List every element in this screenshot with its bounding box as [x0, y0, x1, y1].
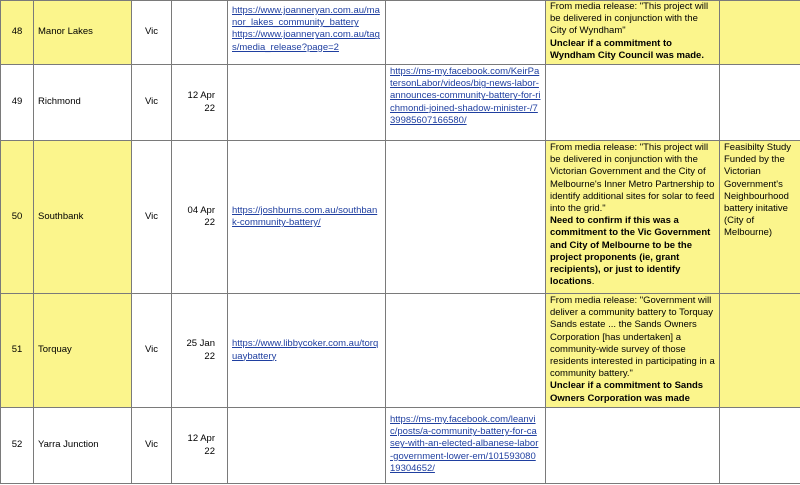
note-cell: [546, 141, 720, 294]
date: 12 Apr 22: [172, 65, 228, 141]
date: [172, 1, 228, 65]
state: Vic: [132, 65, 172, 141]
facebook-video-link[interactable]: https://ms-my.facebook.com/KeirPatersonLabor/videos/big-news-labor-announces-community-battery-for-richmondi-joined-shadow-minister-/739985607166580/: [390, 66, 541, 126]
location-name: Yarra Junction: [34, 408, 132, 484]
note-text: From media release: "This project will be delivered in conjunction with the Victorian Government and the City of Melbourne's Inner Metro Partnership to identify additional sites for solar to feed into the grid.": [550, 142, 715, 215]
note-text: From media release: "This project will be delivered in conjunction with the City of Wyndham": [550, 1, 709, 37]
note-tail: .: [591, 276, 595, 288]
funding-cell: [720, 408, 800, 484]
note-cell: [546, 408, 720, 484]
table-row: [1, 141, 800, 294]
table-row: [1, 65, 800, 141]
note-cell: [546, 65, 720, 141]
funding-cell: [720, 1, 800, 65]
note-bold-text: Unclear if a commitment to Wyndham City Council was made.: [550, 37, 704, 61]
note-bold-text: Unclear if a commitment to Sands Owners Corporation was made: [550, 380, 704, 404]
social-link-cell: [386, 65, 546, 141]
state: Vic: [132, 294, 172, 408]
location-name: Southbank: [34, 141, 132, 294]
state: Vic: [132, 408, 172, 484]
media-release-link[interactable]: https://www.joanneryan.com.au/tags/media_release?page=2: [232, 29, 380, 53]
links-cell: [228, 408, 386, 484]
row-number: 50: [1, 141, 34, 294]
funding-cell: Feasibilty Study Funded by the Victorian Government's Neighbourhood battery initative (City of Melbourne): [720, 141, 800, 294]
funding-cell: [720, 65, 800, 141]
table-row: [1, 1, 800, 65]
state: Vic: [132, 1, 172, 65]
note-cell: [546, 294, 720, 408]
row-number: 51: [1, 294, 34, 408]
social-link-cell: [386, 1, 546, 65]
location-name: Torquay: [34, 294, 132, 408]
links-cell: [228, 65, 386, 141]
table-row: [1, 294, 800, 408]
note-text: From media release: "Government will deliver a community battery to Torquay Sands estate ... the Sands Owners Corporation [has undertaken] a community-wide survey of those residents interested in participating in a community battery.": [550, 295, 715, 380]
social-link-cell: [386, 294, 546, 408]
social-link-cell: [386, 141, 546, 294]
funding-cell: [720, 294, 800, 408]
media-release-link[interactable]: https://www.joanneryan.com.au/manor_lakes_community_battery: [232, 5, 380, 29]
date: 25 Jan 22: [172, 294, 228, 408]
links-cell: [228, 294, 386, 408]
row-number: 49: [1, 65, 34, 141]
note-bold-text: Need to confirm if this was a commitment to the Vic Government and City of Melbourne to be the project proponents (ie, grant recipients), or just to identify locations: [550, 215, 711, 288]
date: 12 Apr 22: [172, 408, 228, 484]
facebook-post-link[interactable]: https://ms-my.facebook.com/leanvic/posts/a-community-battery-for-casey-with-an-elected-albanese-labor-government-lower-em/10159308019304652/: [390, 414, 539, 474]
social-link-cell: [386, 408, 546, 484]
state: Vic: [132, 141, 172, 294]
media-release-link[interactable]: https://joshburns.com.au/southbank-community-battery/: [232, 204, 378, 228]
links-cell: [228, 1, 386, 65]
table-row: [1, 408, 800, 484]
row-number: 48: [1, 1, 34, 65]
note-cell: [546, 1, 720, 65]
row-number: 52: [1, 408, 34, 484]
links-cell: [228, 141, 386, 294]
location-name: Richmond: [34, 65, 132, 141]
location-name: Manor Lakes: [34, 1, 132, 65]
media-release-link[interactable]: https://www.libbycoker.com.au/torquaybattery: [232, 338, 379, 362]
date: 04 Apr 22: [172, 141, 228, 294]
